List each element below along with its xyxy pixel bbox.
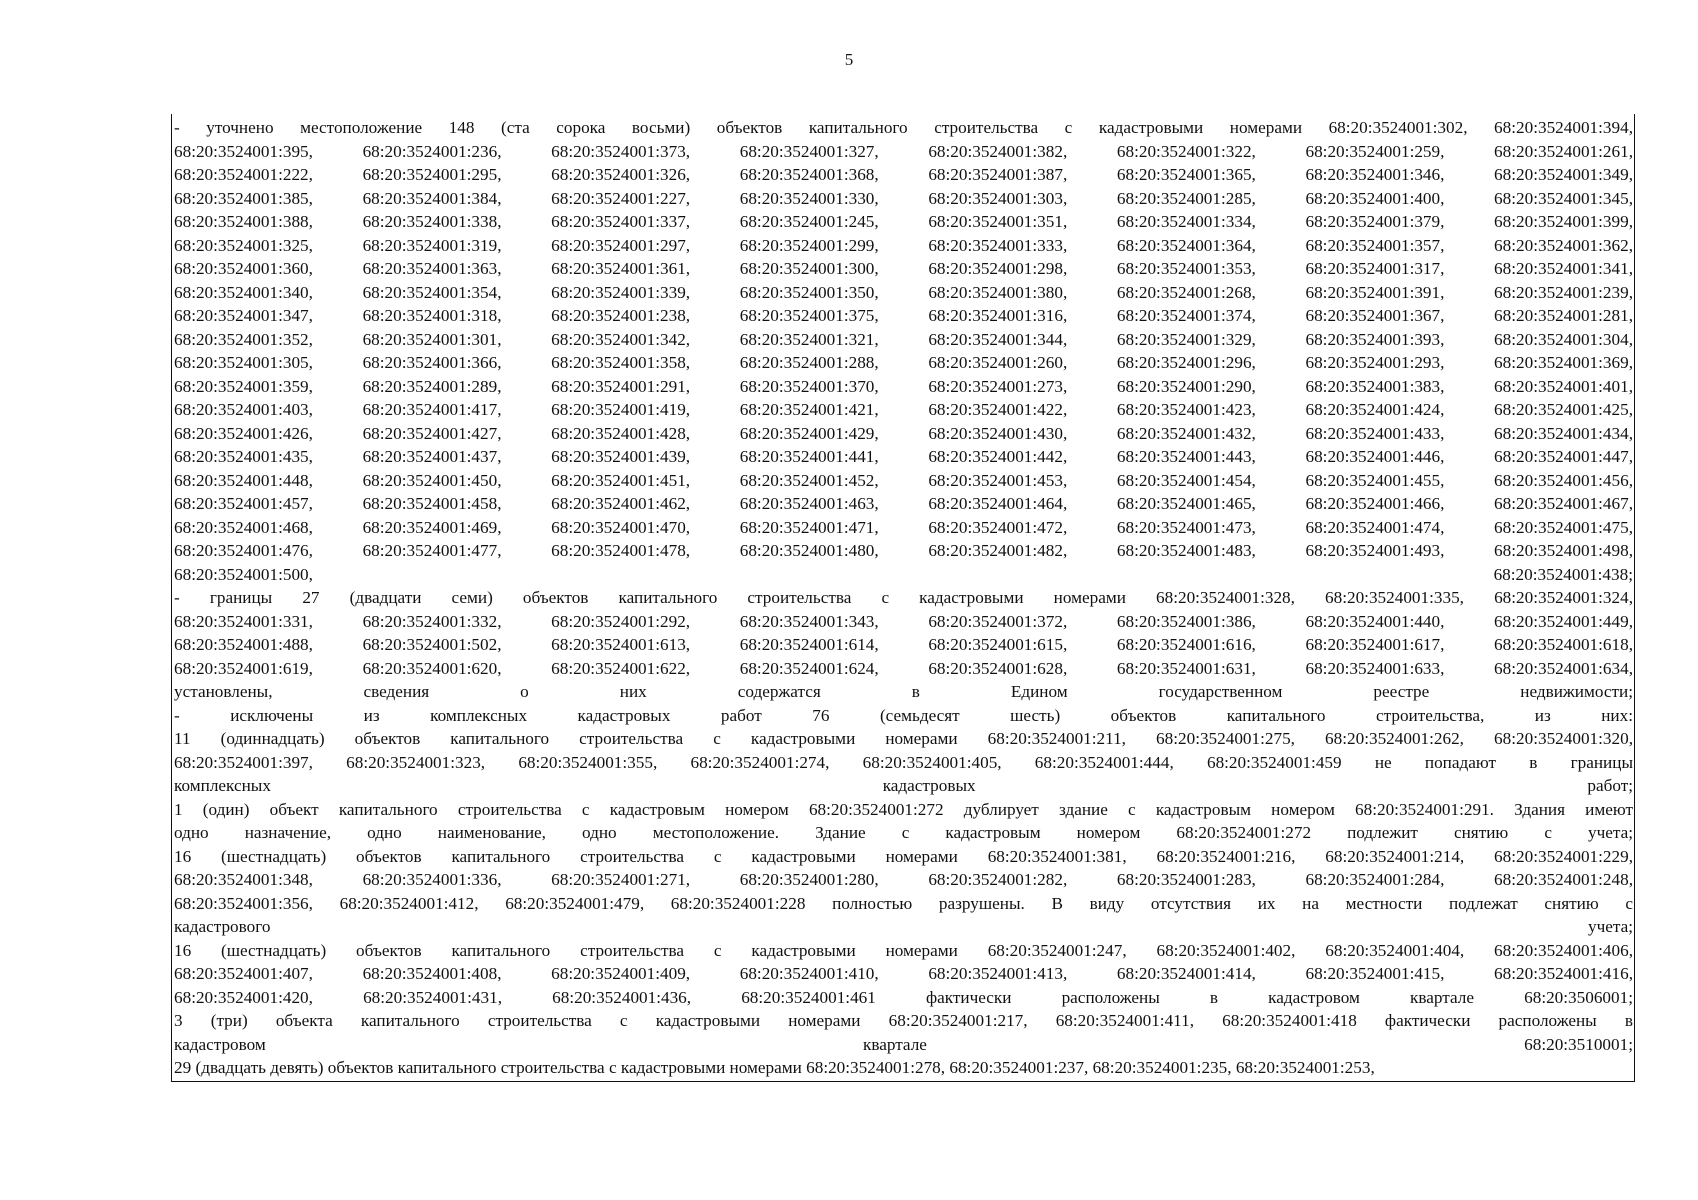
text-line: 68:20:3524001:385, 68:20:3524001:384, 68:20:3524001:227, 68:20:3524001:330, 68:20:3524001:303, 68:20:3524001:285, 68:20:3524001:400, 68:20:3524001:345,: [174, 188, 1633, 208]
text-line: 68:20:3524001:420, 68:20:3524001:431, 68:20:3524001:436, 68:20:3524001:461 фактически расположены в кадастровом квартале 68:20:3506001;: [174, 987, 1633, 1007]
text-line: 68:20:3524001:468, 68:20:3524001:469, 68:20:3524001:470, 68:20:3524001:471, 68:20:3524001:472, 68:20:3524001:473, 68:20:3524001:474, 68:20:3524001:475,: [174, 517, 1633, 537]
text-line: 3 (три) объекта капитального строительства с кадастровыми номерами 68:20:3524001:217, 68:20:3524001:411, 68:20:3524001:418 фактически расположены в: [174, 1011, 1633, 1030]
text-line: 68:20:3524001:356, 68:20:3524001:412, 68:20:3524001:479, 68:20:3524001:228 полностью разрушены. В виду отсутствия их на местности подлежат снятию с: [174, 893, 1633, 913]
text-line: 68:20:3524001:360, 68:20:3524001:363, 68:20:3524001:361, 68:20:3524001:300, 68:20:3524001:298, 68:20:3524001:353, 68:20:3524001:317, 68:20:3524001:341,: [174, 259, 1633, 278]
text-line: - уточнено местоположение 148 (ста сорока восьми) объектов капитального строительства с кадастровыми номерами 68:20:3524001:302, 68:20:3524001:394,: [174, 118, 1633, 137]
text-line: 68:20:3524001:325, 68:20:3524001:319, 68:20:3524001:297, 68:20:3524001:299, 68:20:3524001:333, 68:20:3524001:364, 68:20:3524001:357, 68:20:3524001:362,: [174, 235, 1633, 255]
text-line: одно назначение, одно наименование, одно местоположение. Здание с кадастровым номером 68:20:3524001:272 подлежит снятию с учета;: [174, 823, 1633, 842]
text-line: кадастрового учета;: [174, 917, 1633, 936]
text-line: 16 (шестнадцать) объектов капитального строительства с кадастровыми номерами 68:20:3524001:247, 68:20:3524001:402, 68:20:3524001:404, 68:20:3524001:406,: [174, 940, 1633, 960]
text-line: 68:20:3524001:500, 68:20:3524001:438;: [174, 564, 1633, 584]
text-line: 11 (одиннадцать) объектов капитального строительства с кадастровыми номерами 68:20:3524001:211, 68:20:3524001:275, 68:20:3524001:262, 68:20:3524001:320,: [174, 729, 1633, 748]
text-line: 29 (двадцать девять) объектов капитального строительства с кадастровыми номерами 68:20:3524001:278, 68:20:3524001:237, 68:20:3524001:235, 68:20:3524001:253,: [174, 1058, 1375, 1077]
text-line: 68:20:3524001:388, 68:20:3524001:338, 68:20:3524001:337, 68:20:3524001:245, 68:20:3524001:351, 68:20:3524001:334, 68:20:3524001:379, 68:20:3524001:399,: [174, 212, 1633, 231]
text-line: 68:20:3524001:426, 68:20:3524001:427, 68:20:3524001:428, 68:20:3524001:429, 68:20:3524001:430, 68:20:3524001:432, 68:20:3524001:433, 68:20:3524001:434,: [174, 423, 1633, 443]
text-line: 68:20:3524001:347, 68:20:3524001:318, 68:20:3524001:238, 68:20:3524001:375, 68:20:3524001:316, 68:20:3524001:374, 68:20:3524001:367, 68:20:3524001:281,: [174, 306, 1633, 325]
text-line: 68:20:3524001:435, 68:20:3524001:437, 68:20:3524001:439, 68:20:3524001:441, 68:20:3524001:442, 68:20:3524001:443, 68:20:3524001:446, 68:20:3524001:447,: [174, 447, 1633, 466]
text-line: 68:20:3524001:448, 68:20:3524001:450, 68:20:3524001:451, 68:20:3524001:452, 68:20:3524001:453, 68:20:3524001:454, 68:20:3524001:455, 68:20:3524001:456,: [174, 470, 1633, 490]
text-line: 68:20:3524001:407, 68:20:3524001:408, 68:20:3524001:409, 68:20:3524001:410, 68:20:3524001:413, 68:20:3524001:414, 68:20:3524001:415, 68:20:3524001:416,: [174, 964, 1633, 983]
page-number: 5: [844, 50, 854, 69]
text-line: 68:20:3524001:331, 68:20:3524001:332, 68:20:3524001:292, 68:20:3524001:343, 68:20:3524001:372, 68:20:3524001:386, 68:20:3524001:440, 68:20:3524001:449,: [174, 611, 1633, 631]
text-line: 68:20:3524001:397, 68:20:3524001:323, 68:20:3524001:355, 68:20:3524001:274, 68:20:3524001:405, 68:20:3524001:444, 68:20:3524001:459 не попадают в границы: [174, 752, 1633, 772]
text-line: 68:20:3524001:352, 68:20:3524001:301, 68:20:3524001:342, 68:20:3524001:321, 68:20:3524001:344, 68:20:3524001:329, 68:20:3524001:393, 68:20:3524001:304,: [174, 329, 1633, 349]
text-line: 16 (шестнадцать) объектов капитального строительства с кадастровыми номерами 68:20:3524001:381, 68:20:3524001:216, 68:20:3524001:214, 68:20:3524001:229,: [174, 846, 1633, 866]
text-line: 68:20:3524001:340, 68:20:3524001:354, 68:20:3524001:339, 68:20:3524001:350, 68:20:3524001:380, 68:20:3524001:268, 68:20:3524001:391, 68:20:3524001:239,: [174, 282, 1633, 302]
document-body: [174, 116, 1633, 1080]
text-line: 68:20:3524001:476, 68:20:3524001:477, 68:20:3524001:478, 68:20:3524001:480, 68:20:3524001:482, 68:20:3524001:483, 68:20:3524001:493, 68:20:3524001:498,: [174, 541, 1633, 560]
text-line: комплексных кадастровых работ;: [174, 776, 1633, 795]
text-line: 1 (один) объект капитального строительства с кадастровым номером 68:20:3524001:272 дублирует здание с кадастровым номером 68:20:3524001:291. Здания имеют: [174, 799, 1633, 819]
text-line: 68:20:3524001:403, 68:20:3524001:417, 68:20:3524001:419, 68:20:3524001:421, 68:20:3524001:422, 68:20:3524001:423, 68:20:3524001:424, 68:20:3524001:425,: [174, 400, 1633, 419]
text-line: 68:20:3524001:222, 68:20:3524001:295, 68:20:3524001:326, 68:20:3524001:368, 68:20:3524001:387, 68:20:3524001:365, 68:20:3524001:346, 68:20:3524001:349,: [174, 165, 1633, 184]
text-line: установлены, сведения о них содержатся в Едином государственном реестре недвижимости;: [174, 682, 1633, 701]
text-line: - границы 27 (двадцати семи) объектов капитального строительства с кадастровыми номерами 68:20:3524001:328, 68:20:3524001:335, 68:20:3524001:324,: [174, 588, 1633, 607]
text-line: 68:20:3524001:359, 68:20:3524001:289, 68:20:3524001:291, 68:20:3524001:370, 68:20:3524001:273, 68:20:3524001:290, 68:20:3524001:383, 68:20:3524001:401,: [174, 376, 1633, 396]
text-line: 68:20:3524001:457, 68:20:3524001:458, 68:20:3524001:462, 68:20:3524001:463, 68:20:3524001:464, 68:20:3524001:465, 68:20:3524001:466, 68:20:3524001:467,: [174, 494, 1633, 513]
text-line: 68:20:3524001:488, 68:20:3524001:502, 68:20:3524001:613, 68:20:3524001:614, 68:20:3524001:615, 68:20:3524001:616, 68:20:3524001:617, 68:20:3524001:618,: [174, 635, 1633, 654]
text-line: 68:20:3524001:395, 68:20:3524001:236, 68:20:3524001:373, 68:20:3524001:327, 68:20:3524001:382, 68:20:3524001:322, 68:20:3524001:259, 68:20:3524001:261,: [174, 141, 1633, 161]
text-line: 68:20:3524001:305, 68:20:3524001:366, 68:20:3524001:358, 68:20:3524001:288, 68:20:3524001:260, 68:20:3524001:296, 68:20:3524001:293, 68:20:3524001:369,: [174, 353, 1633, 372]
text-line: 68:20:3524001:619, 68:20:3524001:620, 68:20:3524001:622, 68:20:3524001:624, 68:20:3524001:628, 68:20:3524001:631, 68:20:3524001:633, 68:20:3524001:634,: [174, 658, 1633, 678]
text-line: - исключены из комплексных кадастровых работ 76 (семьдесят шесть) объектов капитального строительства, из них:: [174, 705, 1633, 725]
text-line: кадастровом квартале 68:20:3510001;: [174, 1034, 1633, 1054]
text-line: 68:20:3524001:348, 68:20:3524001:336, 68:20:3524001:271, 68:20:3524001:280, 68:20:3524001:282, 68:20:3524001:283, 68:20:3524001:284, 68:20:3524001:248,: [174, 870, 1633, 889]
